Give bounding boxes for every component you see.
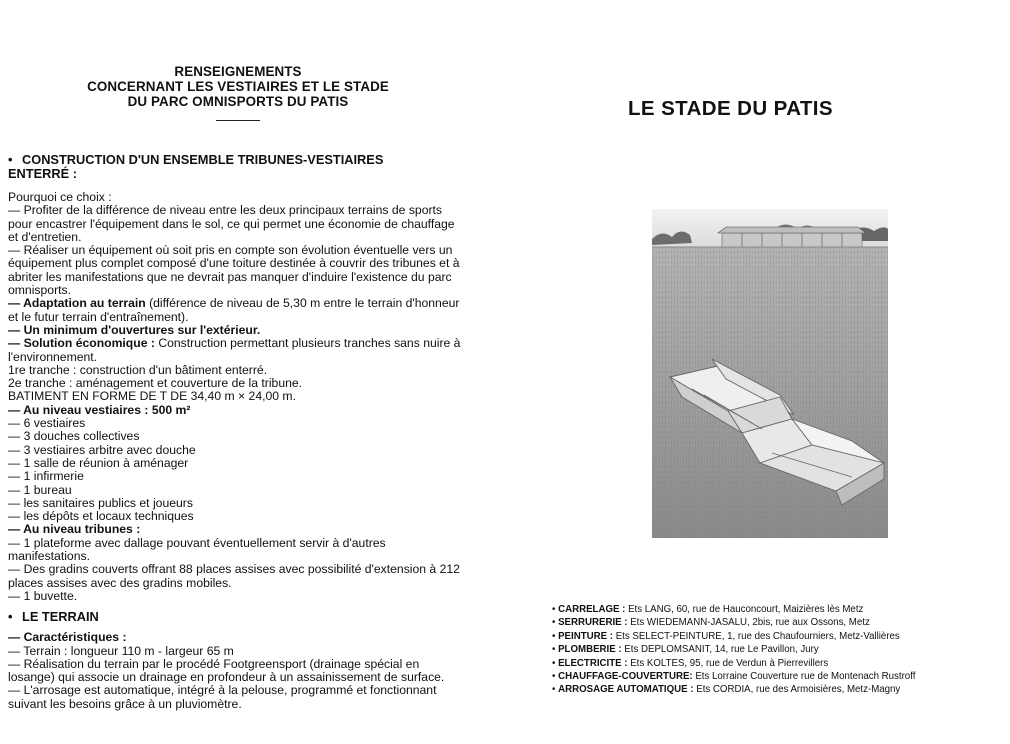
header-line-3: DU PARC OMNISPORTS DU PATIS [127,94,349,109]
list-item: — les sanitaires publics et joueurs [8,495,193,510]
list-item: — Terrain : longueur 110 m - largeur 65 m [8,643,234,658]
contractors-list [552,603,992,697]
paragraph-2: — Réaliser un équipement où soit pris en compte son évolution éventuelle vers un équipement plus complet composé d'une toiture destinée à couvrir des tribunes et à abriter les manifestations que ne devrait pas manquer d'induire l'existence du parc omnisports. [8,243,460,298]
header-divider [216,120,260,121]
bullet-icon: • [552,604,559,615]
batiment-dimensions: BATIMENT EN FORME DE T DE 34,40 m × 24,00 m. [8,389,296,404]
section-terrain-title: • LE TERRAIN [8,609,99,625]
tranche-1: 1re tranche : construction d'un bâtiment enterré. [8,362,268,377]
vestiaires-list [8,417,468,523]
list-item: — 1 bureau [8,482,72,497]
paragraph-5: — Solution économique : Construction permettant plusieurs tranches sans nuire à l'environnement. [8,336,461,364]
left-column [8,64,468,711]
why-label: Pourquoi ce choix : [8,190,112,204]
paragraph-3: — Adaptation au terrain (différence de niveau de 5,30 m entre le terrain d'honneur et le futur terrain d'entraînement). [8,296,460,324]
list-item: — 3 vestiaires arbitre avec douche [8,442,196,457]
caracteristiques-title: — Caractéristiques : [8,630,127,645]
section-construction-title: • CONSTRUCTION D'UN ENSEMBLE TRIBUNES-VESTIAIRES ENTERRÉ : [8,152,384,181]
stadium-title: LE STADE DU PATIS [628,97,833,120]
list-item: — 1 infirmerie [8,469,84,484]
header-line-2: CONCERNANT LES VESTIAIRES ET LE STADE [87,79,389,94]
bullet-icon: • [552,684,559,696]
header-line-1: RENSEIGNEMENTS [174,64,302,79]
list-item: • CARRELAGE : Ets LANG, 60, rue de Hauconcourt, Maizières lès Metz [552,604,864,615]
tranche-2: 2e tranche : aménagement et couverture de la tribune. [8,376,303,391]
list-item: — Des gradins couverts offrant 88 places assises avec possibilité d'extension à 212 places assises avec des gradins mobiles. [8,562,460,590]
paragraph-1: — Profiter de la différence de niveau entre les deux principaux terrains de sports pour encastrer l'équipement dans le sol, ce qui permet une économie de chauffage et d'entretien. [8,203,455,244]
document-header [8,64,468,109]
list-item: • SERRURERIE : Ets WIEDEMANN-JASALU, 2bis, rue aux Ossons, Metz [552,617,870,629]
tribunes-list [8,537,468,603]
list-item: • ELECTRICITE : Ets KOLTES, 95, rue de Verdun à Pierrevillers [552,657,829,669]
vestiaires-title: — Au niveau vestiaires : 500 m² [8,402,191,417]
list-item: • CHAUFFAGE-COUVERTURE: Ets Lorraine Couverture rue de Montenach Rustroff [552,671,916,683]
bullet-icon: • [552,630,559,642]
list-item: — 1 plateforme avec dallage pouvant éventuellement servir à d'autres manifestations. [8,535,386,564]
caracteristiques-list [8,645,468,711]
bullet-icon: • [8,609,13,625]
bullet-icon: • [552,671,559,683]
list-item: • PEINTURE : Ets SELECT-PEINTURE, 1, rue des Chaufourniers, Metz-Vallières [552,630,900,642]
stadium-model-photo [652,209,888,538]
bullet-icon: • [8,152,13,167]
list-item: • PLOMBERIE : Ets DEPLOMSANIT, 14, rue Le Pavillon, Jury [552,644,819,656]
list-item: — Réalisation du terrain par le procédé Footgreensport (drainage spécial en losange) qui associe un drainage en profondeur à un assainissement de surface. [8,656,445,685]
list-item: — L'arrosage est automatique, intégré à la pelouse, programmé et fonctionnant suivant les besoins grâce à un pluviomètre. [8,683,437,711]
list-item: — 3 douches collectives [8,429,140,444]
bullet-icon: • [552,644,559,656]
bullet-icon: • [552,617,559,629]
list-item: — les dépôts et locaux techniques [8,509,194,524]
list-item: — 1 salle de réunion à aménager [8,455,189,470]
list-item: — 6 vestiaires [8,416,86,431]
list-item: — 1 buvette. [8,588,78,603]
bullet-icon: • [552,657,559,669]
list-item: • ARROSAGE AUTOMATIQUE : Ets CORDIA, rue des Armoisières, Metz-Magny [552,684,901,696]
paragraph-4: — Un minimum d'ouvertures sur l'extérieur. [8,322,261,337]
tribunes-title: — Au niveau tribunes : [8,522,141,537]
